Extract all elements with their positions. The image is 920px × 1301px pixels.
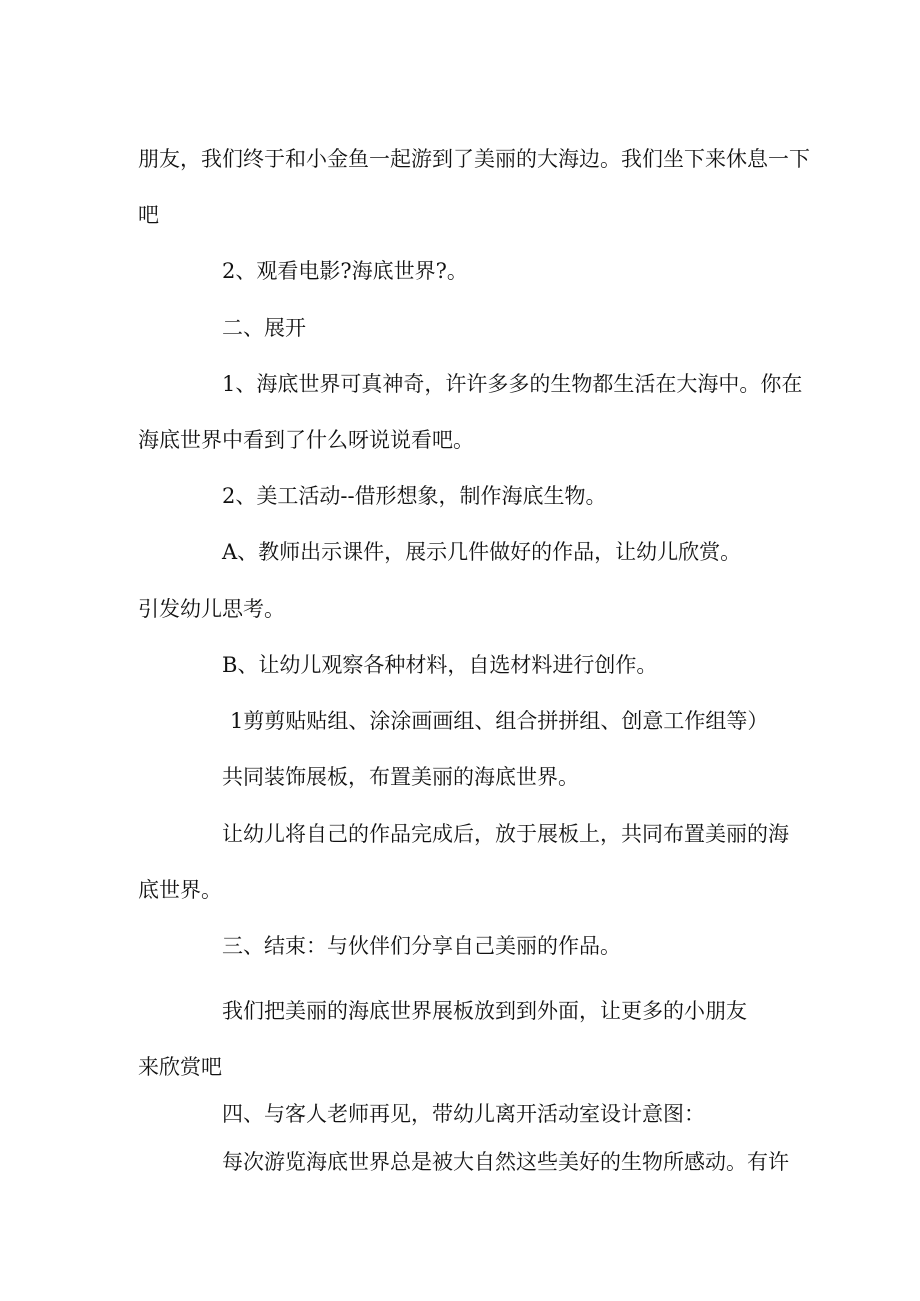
text-line: 吧 xyxy=(138,203,159,227)
text-line: 2、观看电影?海底世界?。 xyxy=(222,259,468,283)
text-line: B、让幼儿观察各种材料，自选材料进行创作。 xyxy=(222,653,658,677)
text-line: 引发幼儿思考。 xyxy=(138,597,285,621)
text-line: 每次游览海底世界总是被大自然这些美好的生物所感动。有许 xyxy=(222,1150,789,1174)
text-line: 让幼儿将自己的作品完成后，放于展板上，共同布置美丽的海 xyxy=(222,822,789,846)
text-line: 2、美工活动--借形想象，制作海底生物。 xyxy=(222,484,607,508)
text-line: 来欣赏吧 xyxy=(138,1055,222,1079)
text-line: 1、海底世界可真神奇，许许多多的生物都生活在大海中。你在 xyxy=(222,372,803,396)
text-line: 1剪剪贴贴组、涂涂画画组、组合拼拼组、创意工作组等） xyxy=(230,709,769,733)
text-line: 底世界。 xyxy=(138,878,222,902)
text-line: 我们把美丽的海底世界展板放到到外面，让更多的小朋友 xyxy=(222,999,747,1023)
text-line: A、教师出示课件，展示几件做好的作品，让幼儿欣赏。 xyxy=(222,540,742,564)
text-line: 共同装饰展板，布置美丽的海底世界。 xyxy=(222,765,579,789)
text-line: 朋友，我们终于和小金鱼一起游到了美丽的大海边。我们坐下来休息一下 xyxy=(138,147,810,171)
section-heading: 三、结束：与伙伴们分享自己美丽的作品。 xyxy=(222,934,621,958)
text-line: 海底世界中看到了什么呀说说看吧。 xyxy=(138,428,474,452)
section-heading: 四、与客人老师再见，带幼儿离开活动室设计意图： xyxy=(222,1102,705,1126)
section-heading: 二、展开 xyxy=(222,316,306,340)
